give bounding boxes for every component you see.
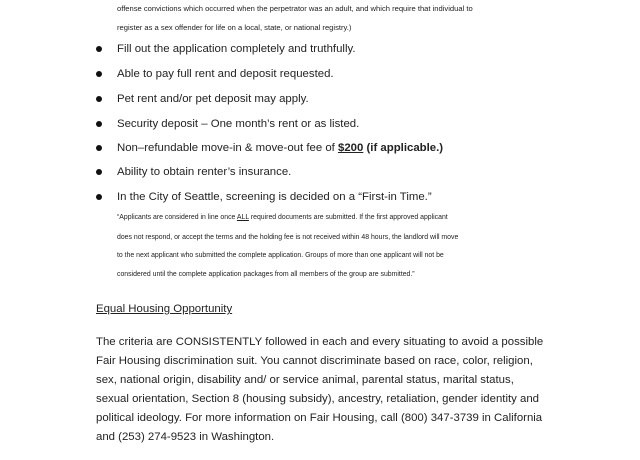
note-line-1-suffix: required documents are submitted. If the first approved applicant [248,214,448,221]
section-heading: Equal Housing Opportunity [96,303,233,315]
bullet-icon [96,46,102,52]
bullet-icon [96,169,102,175]
bullet-icon [96,194,102,200]
note-line-3: to the next applicant who submitted the complete application. Groups of more than one applicant will not be [117,252,444,259]
note-emphasis: ALL [236,214,249,221]
continuation-line-1: offense convictions which occurred when the perpetrator was an adult, and which require that individual to [117,4,473,13]
list-item [96,138,616,158]
note-line-1 [117,212,448,224]
bullet-icon [96,121,102,127]
list-item [96,64,616,84]
list-item [96,89,616,109]
note-line-4: considered until the complete application packages from all members of the group are submitted.” [117,271,415,278]
paragraph-line-4: sexual orientation, Section 8 (housing subsidy), ancestry, retaliation, gender identity and [96,393,540,405]
list-item-text: Able to pay full rent and deposit requested. [117,68,334,80]
note-line-2: does not respond, or accept the terms and the holding fee is not received within 48 hours, the landlord will move [117,234,459,241]
fee-amount: $200 [337,142,364,154]
fee-text-suffix: (if applicable.) [363,142,444,154]
paragraph-line-1: The criteria are CONSISTENTLY followed in each and every situating to avoid a possible [96,336,544,348]
note-line-1-prefix: “Applicants are considered in line once [117,214,237,221]
fee-text-prefix: Non–refundable move-in & move-out fee of [117,142,338,154]
list-item-text: Security deposit – One month’s rent or as listed. [117,118,360,130]
list-item-text [117,138,443,158]
paragraph-line-5: political ideology. For more information on Fair Housing, call (800) 347-3739 in California [96,412,543,424]
list-item-text: Ability to obtain renter’s insurance. [117,166,292,178]
list-item [96,114,616,134]
paragraph-line-3: sex, national origin, disability and/ or service animal, parental status, marital status, [96,374,514,386]
paragraph-line-2: Fair Housing discrimination suit. You cannot discriminate based on race, color, religion, [96,355,533,367]
bullet-icon [96,71,102,77]
list-item [96,162,616,182]
list-item [96,187,616,207]
paragraph-line-6: and (253) 274-9523 in Washington. [96,431,275,443]
list-item [96,39,616,59]
list-item-text: Fill out the application completely and truthfully. [117,43,356,55]
list-item-text: Pet rent and/or pet deposit may apply. [117,93,309,105]
bullet-icon [96,96,102,102]
list-item-text: In the City of Seattle, screening is decided on a “First-in Time.” [117,191,432,203]
bullet-icon [96,145,102,151]
continuation-line-2: register as a sex offender for life on a local, state, or national registry.) [117,23,352,32]
